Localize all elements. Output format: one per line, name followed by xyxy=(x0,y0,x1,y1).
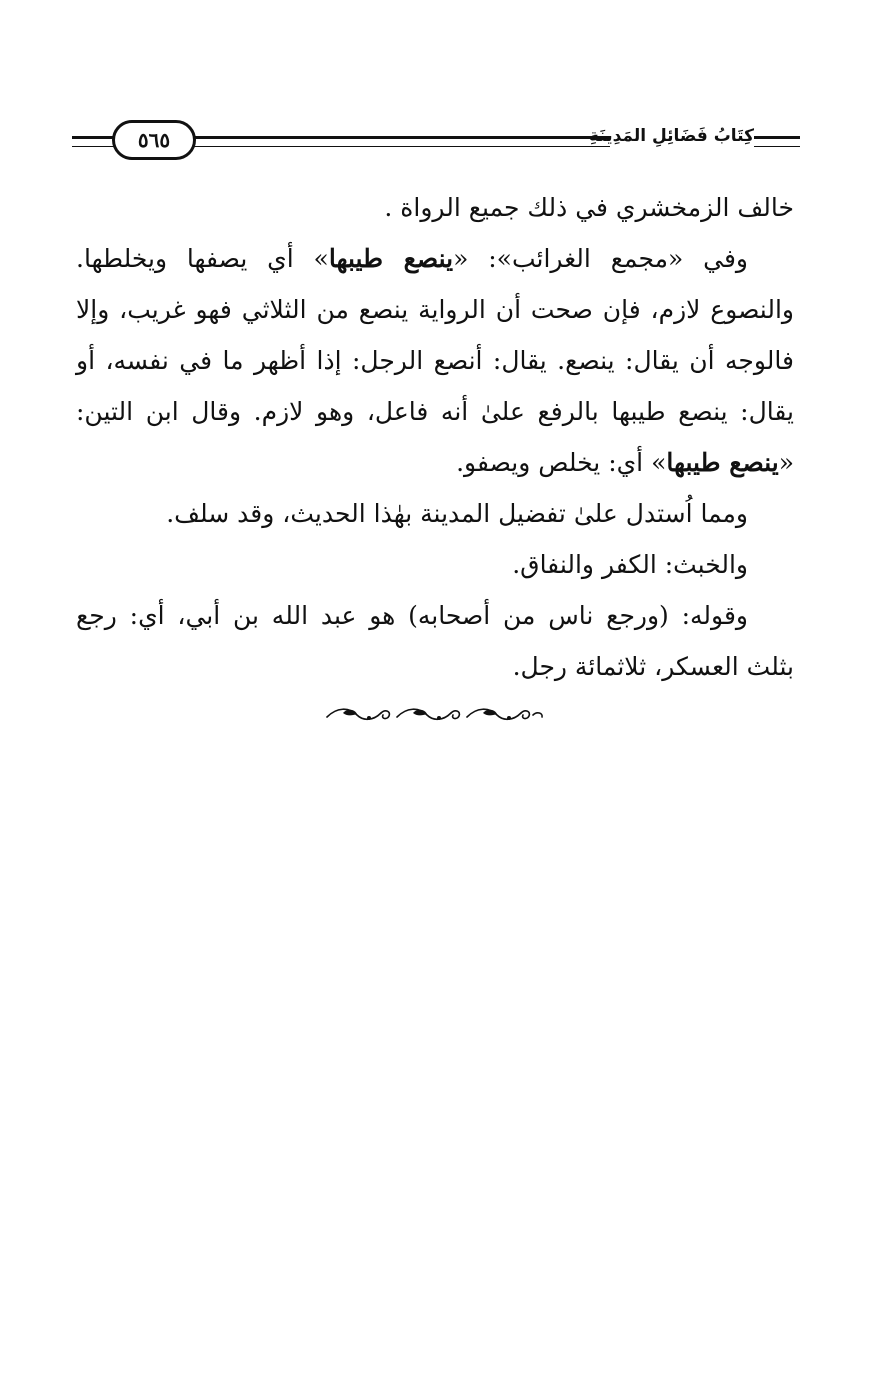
paragraph-text: وقوله: (ورجع ناس من أصحابه) هو عبد الله بن أبي، أي: رجع بثلث العسكر، ثلاثمائة رجل. xyxy=(76,601,794,681)
bold-quote-text: ينصع طيبها xyxy=(328,244,454,273)
book-title: كِتَابُ فَضَائِلِ المَدِينَةِ xyxy=(588,126,754,146)
running-header xyxy=(72,112,800,168)
header-rule-middle xyxy=(190,136,610,147)
body-paragraph xyxy=(76,539,794,590)
body-paragraph xyxy=(76,182,794,233)
body-paragraph xyxy=(76,233,794,488)
paragraph-text: » أي: يخلص ويصفو. xyxy=(456,448,667,477)
body-text xyxy=(76,182,794,692)
bold-quote-text: ينصع طيبها xyxy=(666,448,779,477)
body-paragraph xyxy=(76,488,794,539)
page-number-frame xyxy=(112,120,196,160)
floral-divider-icon xyxy=(323,702,547,728)
body-paragraph xyxy=(76,590,794,692)
paragraph-text: خالف الزمخشري في ذلك جميع الرواة . xyxy=(384,193,794,222)
page-number: ٥٦٥ xyxy=(137,128,171,152)
paragraph-text: وفي «مجمع الغرائب»: « xyxy=(453,244,748,273)
paragraph-text: » أي يصفها ويخلطها. والنصوع لازم، فإن صحت أن الرواية ينصع من الثلاثي فهو غريب، وإلا فالوجه أن يقال: ينصع. يقال: أنصع الرجل: إذا أظهر ما في نفسه، أو يقال: ينصع طيبها بالرفع علىٰ أنه فاعل، وهو لازم. وقال ابن التين: « xyxy=(76,244,794,477)
header-rule-right xyxy=(754,136,800,147)
paragraph-text: والخبث: الكفر والنفاق. xyxy=(512,550,748,579)
paragraph-text: ومما اُستدل علىٰ تفضيل المدينة بهٰذا الحديث، وقد سلف. xyxy=(166,499,748,528)
